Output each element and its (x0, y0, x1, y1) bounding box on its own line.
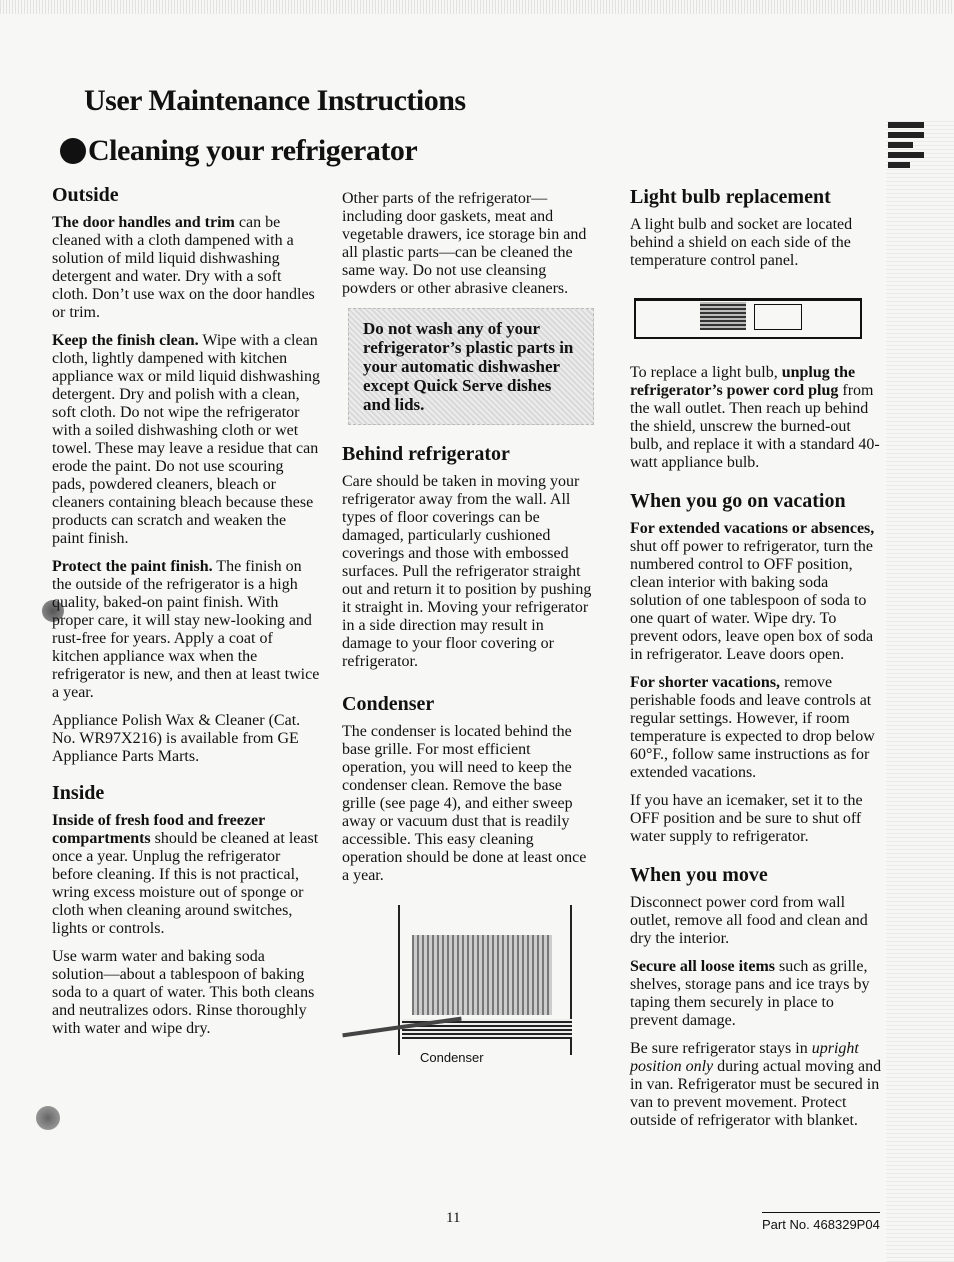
move-paragraph-3: Be sure refrigerator stays in upright position only during actual moving and in van. Refrigerator must be secured in van to prevent movement. Protect outside of refrigerator with blanket. (630, 1040, 882, 1129)
drawer-illustration (412, 935, 552, 1015)
condenser-figure (342, 895, 594, 1105)
column-3 (630, 188, 882, 1140)
page-title: User Maintenance Instructions (84, 84, 466, 117)
scan-noise-top (0, 0, 954, 14)
move-heading: When you move (630, 864, 768, 886)
edge-marks (888, 118, 924, 172)
vacation-paragraph-2: For shorter vacations, remove perishable foods and leave controls at regular settings. However, if room temperature is expected to drop below 60°F., follow same instructions as for extended vacations. (630, 674, 875, 781)
control-panel-figure (630, 280, 882, 354)
behind-paragraph: Care should be taken in moving your refrigerator away from the wall. All types of floor coverings can be damaged, particularly cushioned coverings and those with embossed surfaces. Pull the refrigerator straight out and return it to position by pushing it straight in. Moving your refrigerator in a side direction may result in damage to your floor covering or refrigerator. (342, 473, 592, 670)
inside-paragraph-2: Use warm water and baking soda solution—about a tablespoon of baking soda to a quart of water. This both cleans and neutralizes odors. Rinse thoroughly with water and wipe dry. (52, 948, 315, 1037)
bullet-icon (60, 138, 86, 164)
move-paragraph-2: Secure all loose items such as grille, shelves, storage pans and ice trays by taping them securely in place to prevent damage. (630, 958, 870, 1029)
inside-paragraph-1: Inside of fresh food and freezer compartments should be cleaned at least once a year. Unplug the refrigerator before cleaning. If this is not practical, wring excess moisture out of sponge or cloth when cleaning around switches, lights or controls. (52, 812, 319, 937)
outside-paragraph-3: Protect the paint finish. The finish on the outside of the refrigerator is a high quality, baked-on paint finish. With proper care, it will stay new-looking and rust-free for years. Apply a coat of kitchen appliance wax when the refrigerator is new, and then at least twice a year. (52, 558, 320, 701)
condenser-heading: Condenser (342, 693, 435, 715)
condenser-paragraph: The condenser is located behind the base grille. For most efficient operation, you will need to keep the condenser clean. Remove the base grille (see page 4), and either sweep away or vacuum dust that is readily accessible. This easy cleaning operation should be done at least once a year. (342, 723, 587, 884)
outside-heading: Outside (52, 184, 119, 206)
scan-edge-strip (886, 118, 954, 1262)
vacation-paragraph-1: For extended vacations or absences, shut off power to refrigerator, turn the numbered control to OFF position, clean interior with baking soda solution of one tablespoon of soda to one quart of water. Wipe dry. To prevent odors, leave open box of soda in refrigerator. Leave doors open. (630, 520, 875, 663)
section-title (60, 134, 417, 168)
dishwasher-warning: Do not wash any of your refrigerator’s plastic parts in your automatic dishwasher except Quick Serve dishes and lids. (348, 308, 594, 425)
control-display-illustration (700, 302, 746, 330)
section-title-text: Cleaning your refrigerator (88, 134, 418, 167)
light-bulb-paragraph-2: To replace a light bulb, unplug the refrigerator’s power cord plug from the wall outlet. Then reach up behind the shield, unscrew the burned-out bulb, and replace it with a standard 40-watt appliance bulb. (630, 364, 880, 471)
vacation-paragraph-3: If you have an icemaker, set it to the OFF position and be sure to shut off water supply to refrigerator. (630, 792, 863, 845)
inside-heading: Inside (52, 782, 105, 804)
control-dial-illustration (754, 304, 802, 330)
other-parts-paragraph: Other parts of the refrigerator—including door gaskets, meat and vegetable drawers, ice storage bin and all plastic parts—can be cleaned the same way. Do not use cleansing powders or other abrasive cleaners. (342, 190, 587, 297)
vacation-heading: When you go on vacation (630, 490, 846, 512)
outside-paragraph-2: Keep the finish clean. Wipe with a clean cloth, lightly dampened with kitchen appliance wax or mild liquid dishwashing detergent. Dry and polish with a clean, soft cloth. Do not wipe the refrigerator with a soiled dishwashing cloth or wet towel. These may leave a residue that can erode the paint. Do not use scouring pads, powdered cleaners, bleach or cleaners containing bleach because these products can scratch and weaken the paint finish. (52, 332, 320, 547)
behind-heading: Behind refrigerator (342, 443, 510, 465)
outside-paragraph-1: The door handles and trim can be cleaned with a cloth dampened with a solution of mild liquid dishwashing detergent and water. Dry with a soft cloth. Don’t use wax on the door handles or trim. (52, 214, 315, 321)
page-number: 11 (446, 1210, 461, 1226)
part-number: Part No. 468329P04 (762, 1212, 880, 1232)
hole-punch-mark (36, 1106, 60, 1130)
outside-paragraph-4: Appliance Polish Wax & Cleaner (Cat. No. WR97X216) is available from GE Appliance Parts Marts. (52, 712, 301, 765)
column-1 (52, 186, 320, 1048)
column-2 (342, 190, 594, 1105)
light-bulb-heading: Light bulb replacement (630, 186, 831, 208)
panel-frame-illustration (634, 298, 862, 339)
condenser-figure-label: Condenser (420, 1050, 484, 1065)
move-paragraph-1: Disconnect power cord from wall outlet, remove all food and clean and dry the interior. (630, 894, 868, 947)
light-bulb-paragraph-1: A light bulb and socket are located behind a shield on each side of the temperature control panel. (630, 216, 853, 269)
